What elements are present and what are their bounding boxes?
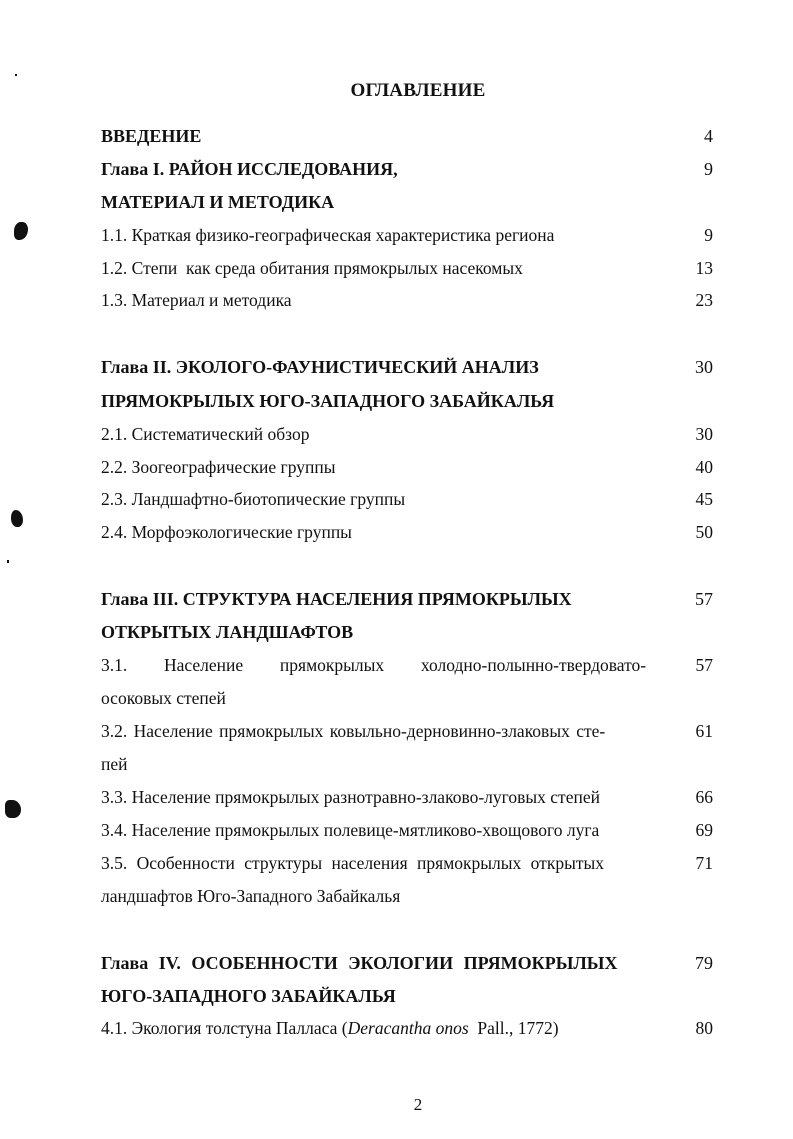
toc-entry-page: 57 bbox=[695, 589, 713, 609]
scan-mark bbox=[14, 222, 28, 240]
toc-entry-page: 61 bbox=[695, 721, 713, 741]
toc-entry-page: 4 bbox=[704, 126, 713, 146]
toc-entry-text: 2.4. Морфоэкологические группы bbox=[101, 522, 352, 542]
toc-entry-text: 2.2. Зоогеографические группы bbox=[101, 457, 336, 477]
toc-entry-page: 9 bbox=[704, 225, 713, 245]
toc-entry-page: 57 bbox=[695, 655, 713, 675]
toc-entry-page: 69 bbox=[695, 820, 713, 840]
toc-entry-continuation: осоковых степей bbox=[101, 688, 226, 708]
species-name: Deracantha onos bbox=[347, 1018, 469, 1038]
toc-entry-text: 2.1. Систематический обзор bbox=[101, 424, 310, 444]
toc-entry-continuation: пей bbox=[101, 754, 128, 774]
toc-entry-page: 45 bbox=[695, 489, 713, 509]
scan-mark bbox=[15, 74, 17, 76]
toc-entry-text: Глава II. ЭКОЛОГО-ФАУНИСТИЧЕСКИЙ АНАЛИЗ bbox=[101, 357, 539, 377]
scan-mark bbox=[5, 800, 21, 818]
toc-title: ОГЛАВЛЕНИЕ bbox=[350, 80, 486, 101]
toc-entry-text: 3.4. Население прямокрылых полевице-мятликово-хвощового луга bbox=[101, 820, 600, 840]
toc-entry-text bbox=[101, 1012, 656, 1045]
toc-entry-text: 2.3. Ландшафтно-биотопические группы bbox=[101, 489, 406, 509]
toc-entry-page: 66 bbox=[695, 787, 713, 807]
toc-entry-page: 30 bbox=[695, 357, 713, 377]
toc-entry-page: 71 bbox=[695, 853, 713, 873]
toc-entry-page: 50 bbox=[695, 522, 713, 542]
toc-entry-text: 3.1. Население прямокрылых холодно-полынно-твердовато- bbox=[101, 655, 647, 675]
toc-entry-continuation: ПРЯМОКРЫЛЫХ ЮГО-ЗАПАДНОГО ЗАБАЙКАЛЬЯ bbox=[101, 391, 555, 411]
toc-entry-continuation: ОТКРЫТЫХ ЛАНДШАФТОВ bbox=[101, 622, 354, 642]
toc-entry-text: 3.3. Население прямокрылых разнотравно-злаково-луговых степей bbox=[101, 787, 600, 807]
toc-entry-text-prefix: 4.1. Экология толстуна Палласа ( bbox=[101, 1018, 348, 1038]
toc-entry-text: 1.2. Степи как среда обитания прямокрылых насекомых bbox=[101, 258, 523, 278]
toc-entry-text: ВВЕДЕНИЕ bbox=[101, 126, 202, 146]
toc-entry-continuation: ЮГО-ЗАПАДНОГО ЗАБАЙКАЛЬЯ bbox=[101, 986, 396, 1006]
toc-entry-text: Глава IV. ОСОБЕННОСТИ ЭКОЛОГИИ ПРЯМОКРЫЛЫХ bbox=[101, 953, 618, 973]
toc-entry-text: 1.1. Краткая физико-географическая характеристика региона bbox=[101, 225, 555, 245]
toc-entry-text: Глава I. РАЙОН ИССЛЕДОВАНИЯ, bbox=[101, 159, 398, 179]
toc-entry-page: 30 bbox=[695, 424, 713, 444]
toc-entry-text-suffix: Pall., 1772) bbox=[468, 1018, 559, 1038]
page-number: 2 bbox=[413, 1095, 423, 1114]
toc-entry-continuation: МАТЕРИАЛ И МЕТОДИКА bbox=[101, 192, 335, 212]
toc-entry-page: 40 bbox=[695, 457, 713, 477]
toc-entry-text: 3.2. Население прямокрылых ковыльно-дерновинно-злаковых сте- bbox=[101, 721, 606, 741]
toc-entry-text: Глава III. СТРУКТУРА НАСЕЛЕНИЯ ПРЯМОКРЫЛЫХ bbox=[101, 589, 572, 609]
toc-entry-page: 80 bbox=[695, 1018, 713, 1038]
toc-entry-text: 3.5. Особенности структуры населения прямокрылых открытых bbox=[101, 853, 604, 873]
scan-mark bbox=[7, 560, 9, 563]
toc-entry-page: 79 bbox=[695, 953, 713, 973]
toc-entry-page: 23 bbox=[695, 290, 713, 310]
toc-entry-text: 1.3. Материал и методика bbox=[101, 290, 292, 310]
toc-entry-continuation: ландшафтов Юго-Западного Забайкалья bbox=[101, 886, 401, 906]
toc-entry-page: 13 bbox=[695, 258, 713, 278]
scan-mark bbox=[11, 510, 23, 527]
toc-entry-page: 9 bbox=[704, 159, 713, 179]
